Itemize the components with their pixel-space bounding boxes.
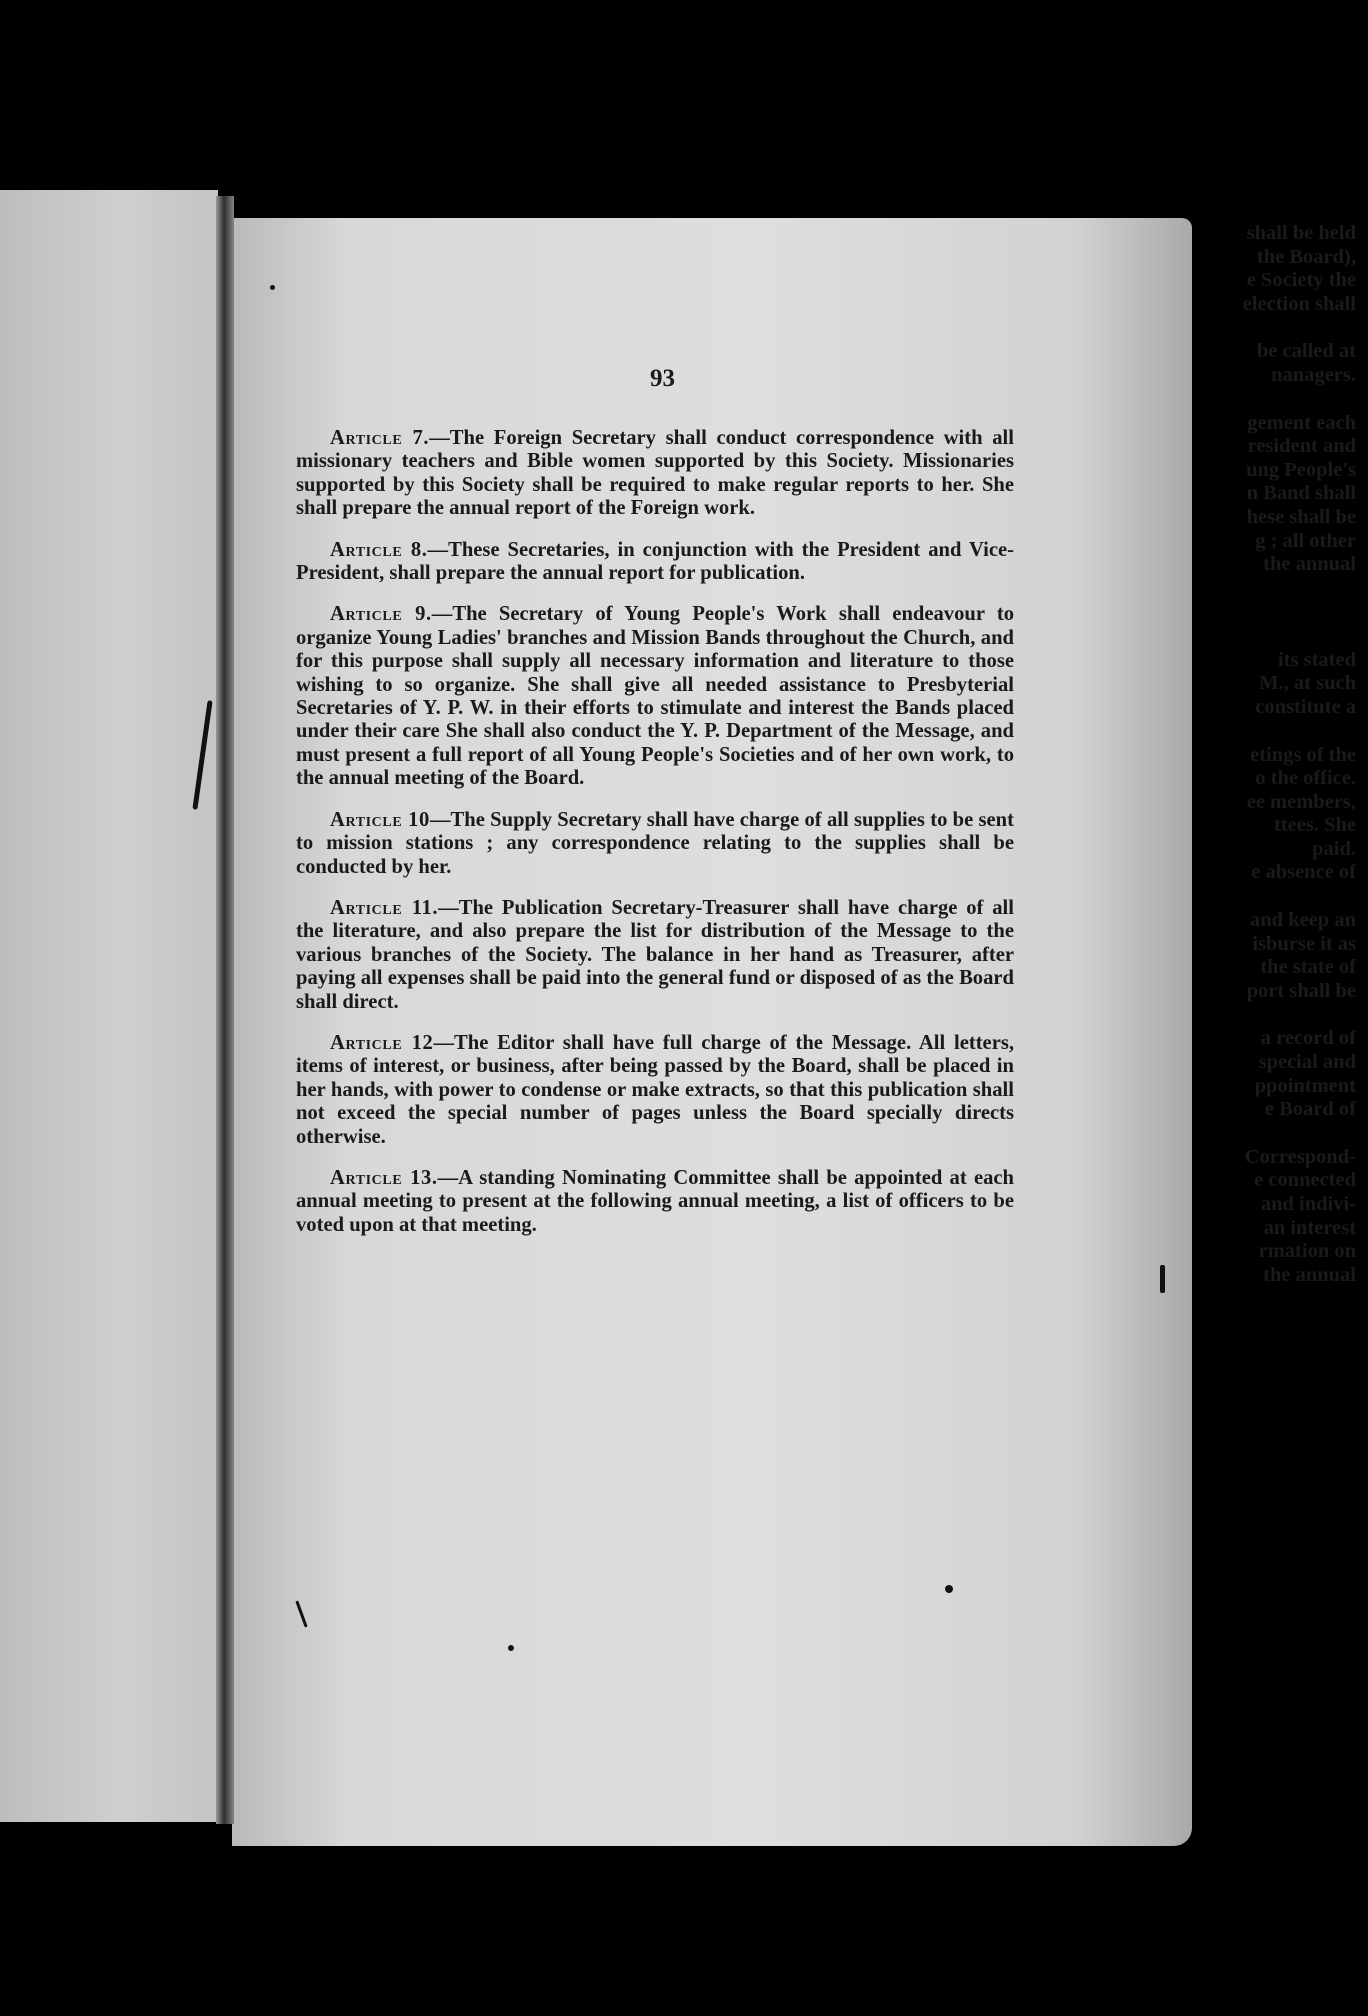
left-page-line: hese shall be <box>1246 505 1356 528</box>
page-number: 93 <box>650 365 675 392</box>
article-paragraph <box>296 1167 1014 1237</box>
left-page-line: g ; all other <box>1255 529 1356 552</box>
scan-speck <box>508 1645 514 1651</box>
left-page-line: port shall be <box>1246 979 1356 1002</box>
left-page <box>0 190 218 1822</box>
scan-speck <box>1160 1265 1165 1293</box>
publication-title: Message <box>831 1031 907 1054</box>
article-label: Article 8. <box>330 538 428 561</box>
left-page-line: election shall <box>1242 292 1356 315</box>
left-page-line: nanagers. <box>1271 363 1356 386</box>
left-page-line: a record of <box>1260 1027 1356 1050</box>
article-paragraph <box>296 809 1014 879</box>
article-text-continued: . All letters, items of interest, or business, after being passed by the Board, shall be placed in her hands, with power to condense or make extracts, so that this publication shall not exceed the special number of pages unless the Board specially directs otherwise. <box>296 1031 1014 1148</box>
article-text: —The Publication Secretary-Treasurer shall have charge of all the literature, and also prepare the list for distribution of the <box>296 896 1014 943</box>
article-label: Article 12 <box>330 1031 434 1054</box>
left-page-line: constitute a <box>1255 695 1356 718</box>
article-text: —The Foreign Secretary shall conduct correspondence with all missionary teachers and Bible women supported by this Society. Missionaries supported by this Society shall be required to make regular reports to her. She shall prepare the annual report of the Foreign work. <box>296 427 1015 520</box>
left-page-line: e Society the <box>1246 269 1356 292</box>
scan-speck <box>270 285 275 290</box>
left-page-line: an interest <box>1263 1216 1356 1239</box>
book-gutter <box>216 196 234 1824</box>
left-page-line: ttees. She <box>1274 814 1356 837</box>
article-text: —The Editor shall have full charge of the <box>433 1031 832 1054</box>
left-page-line: e absence of <box>1251 861 1356 884</box>
left-page-line: isburse it as <box>1252 932 1356 955</box>
left-page-gap <box>1141 316 1356 340</box>
left-page-line: ee members, <box>1246 790 1356 813</box>
left-page-line: o the office. <box>1255 767 1356 790</box>
scan-speck <box>945 1585 953 1593</box>
left-page-line: ppointment <box>1254 1074 1356 1097</box>
article-label: Article 7. <box>330 427 430 449</box>
left-page-line: and indivi- <box>1260 1193 1356 1215</box>
left-page-gap <box>1141 577 1356 601</box>
left-page-gap <box>1141 885 1356 909</box>
left-page-gap <box>1141 388 1356 412</box>
left-page-gap <box>1141 1003 1356 1027</box>
left-page-line: shall be held <box>1246 222 1356 244</box>
left-page-gap <box>1141 601 1356 625</box>
left-page-line: rmation on <box>1258 1240 1356 1263</box>
article-paragraph <box>296 1032 1014 1149</box>
article-label: Article 11. <box>330 896 439 919</box>
left-page-line: be called at <box>1256 340 1356 363</box>
article-text: —The Secretary of Young People's Work shall endeavour to organize Young Ladies' branches and Mission Bands throughout the Church, and for this purpose shall supply all necessary information and literature to those wishing to so organize. She shall give all needed assistance to Presbyterial Secretaries of Y. P. W. in their efforts to stimulate and interest the Bands placed under their care She shall also conduct the Y. P. Department of the <box>296 603 1015 743</box>
article-list <box>296 427 1014 1255</box>
left-page-gap <box>1141 625 1356 649</box>
left-page-line: the annual <box>1263 1263 1356 1286</box>
article-text: —The Supply Secretary shall have charge of all supplies to be sent to mission stations ; any correspondence relating to the supplies shall be conducted by her. <box>296 808 1014 878</box>
left-page-line: M., at such <box>1259 672 1356 695</box>
article-text-continued: to the various branches of the Society. The balance in her hand as Treasurer, after paying all expenses shall be paid into the general fund or disposed of as the Board shall direct. <box>296 920 1015 1013</box>
left-page-line: and keep an <box>1250 909 1356 932</box>
article-label: Article 9. <box>330 603 432 626</box>
left-page-line: ung People's <box>1246 458 1356 481</box>
article-label: Article 13. <box>330 1166 438 1189</box>
left-page-line: the state of <box>1260 956 1356 979</box>
article-text-continued: , and must present a full report of all Young People's Societies and of her own work, to the annual meeting of the Board. <box>296 720 1014 790</box>
left-page-line: etings of the <box>1250 743 1356 766</box>
article-paragraph <box>296 427 1014 521</box>
left-page-line: gement each <box>1247 411 1356 434</box>
left-page-line: its stated <box>1277 648 1356 671</box>
left-page-gap <box>1141 720 1356 744</box>
left-page-line: resident and <box>1247 435 1356 458</box>
publication-title: Message <box>876 920 952 943</box>
left-page-line: e connected <box>1254 1169 1356 1192</box>
left-page-line: e Board of <box>1264 1098 1356 1121</box>
publication-title: Message <box>895 720 970 743</box>
article-paragraph <box>296 539 1014 586</box>
article-label: Article 10 <box>330 808 430 831</box>
article-paragraph <box>296 603 1014 790</box>
left-page-gap <box>1141 1122 1356 1146</box>
left-page-line: the annual <box>1263 553 1356 576</box>
left-page-line: n Band shall <box>1246 482 1356 505</box>
left-page-line: the Board), <box>1256 245 1356 268</box>
article-paragraph <box>296 897 1014 1014</box>
left-page-text <box>1141 222 1356 1287</box>
left-page-line: paid. <box>1312 837 1356 860</box>
left-page-line: special and <box>1258 1051 1356 1074</box>
left-page-line: Correspond- <box>1244 1145 1356 1168</box>
article-text: —A standing Nominating Committee shall be appointed at each annual meeting to present at the following annual meeting, a list of officers to be voted upon at that meeting. <box>296 1166 1014 1236</box>
article-text: —These Secretaries, in conjunction with the President and Vice-President, shall prepare the annual report for publication. <box>296 538 1014 585</box>
